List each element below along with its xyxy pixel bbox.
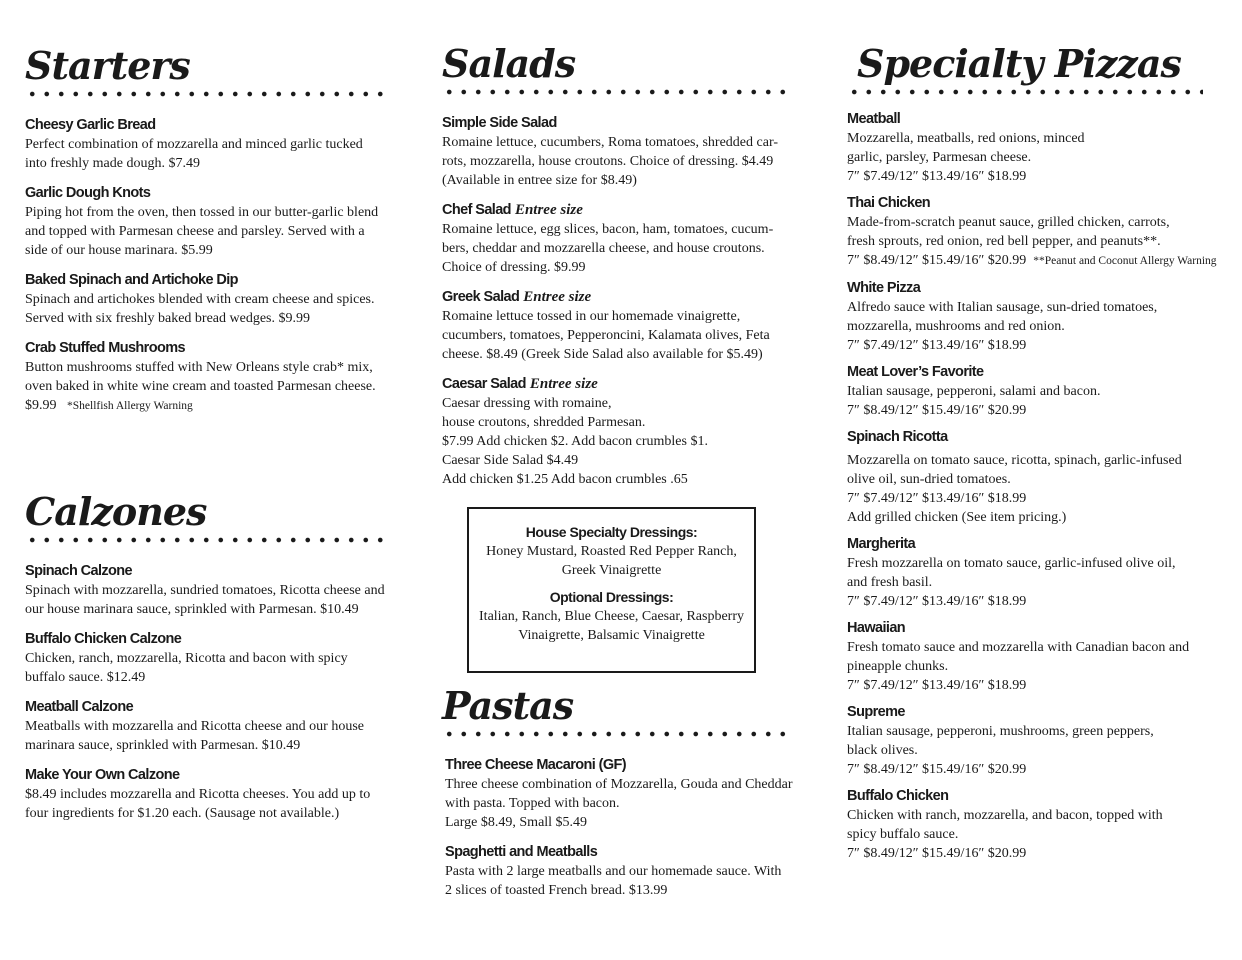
item-name: Cheesy Garlic Bread [25, 117, 156, 133]
item-description: $8.49 includes mozzarella and Ricotta cheeses. You add up to four ingredients for $1.20 each. (Sausage not available.) [25, 787, 371, 821]
item-price: 7″ $7.49/12″ $13.49/16″ $18.99 [847, 491, 1027, 506]
dotted-divider [25, 536, 385, 544]
item-description: Chicken, ranch, mozzarella, Ricotta and bacon with spicy buffalo sauce. $12.49 [25, 651, 348, 685]
salads-section [442, 42, 812, 500]
menu-item [847, 535, 1217, 611]
item-description-line: Add grilled chicken (See item pricing.) [847, 510, 1067, 525]
pastas-section [442, 684, 812, 911]
item-description-line: Fresh tomato sauce and mozzarella with Canadian bacon and [847, 640, 1190, 655]
menu-item [25, 630, 385, 687]
house-dressings-heading: House Specialty Dressings: [525, 524, 698, 540]
entree-size-tag: Entree size [514, 202, 583, 218]
item-name: Garlic Dough Knots [25, 185, 151, 201]
item-name: Spinach Ricotta [847, 429, 948, 445]
menu-item [847, 363, 1217, 420]
dotted-divider [847, 88, 1203, 96]
item-description-line: house croutons, shredded Parmesan. [442, 415, 646, 430]
item-name: Spinach Calzone [25, 563, 133, 579]
menu-item [25, 271, 385, 328]
item-description-line: Caesar dressing with romaine, [442, 396, 612, 411]
item-price: 7″ $7.49/12″ $13.49/16″ $18.99 [847, 594, 1027, 609]
item-description-line: Choice of dressing. $9.99 [442, 260, 586, 275]
item-name [442, 288, 812, 307]
item-name: Meatball Calzone [25, 699, 134, 715]
item-name: Hawaiian [847, 620, 906, 636]
item-price-text: 7″ $8.49/12″ $15.49/16″ $20.99 [847, 253, 1027, 268]
item-description-line: Add chicken $1.25 Add bacon crumbles .65 [442, 472, 688, 487]
item-description-line: 2 slices of toasted French bread. $13.99 [445, 883, 668, 898]
specialty-pizzas-section [847, 42, 1217, 863]
item-description-line: $7.99 Add chicken $2. Add bacon crumbles $1. [442, 434, 708, 449]
item-name: Buffalo Chicken [847, 788, 949, 804]
item-description-line: fresh sprouts, red onion, red bell pepper, and peanuts**. [847, 234, 1161, 249]
starters-section [25, 44, 385, 427]
item-description-line: Fresh mozzarella on tomato sauce, garlic-infused olive oil, [847, 556, 1176, 571]
item-description-line: (Available in entree size for $8.49) [442, 173, 637, 188]
item-description-line: bers, cheddar and mozzarella cheese, and house croutons. [442, 241, 765, 256]
menu-item [442, 375, 812, 489]
menu-item [847, 703, 1217, 779]
item-price: 7″ $8.49/12″ $15.49/16″ $20.99 [847, 762, 1027, 777]
item-name: Margherita [847, 536, 916, 552]
menu-item [847, 194, 1217, 271]
menu-item [25, 698, 385, 755]
item-name: Spaghetti and Meatballs [445, 844, 598, 860]
menu-item [442, 288, 812, 364]
item-name-text: Greek Salad [442, 289, 520, 305]
house-dressings-list: Honey Mustard, Roasted Red Pepper Ranch, Greek Vinaigrette [486, 544, 737, 578]
item-name-text: Simple Side Salad [442, 115, 557, 131]
dotted-divider [442, 88, 790, 96]
menu-item [847, 787, 1217, 863]
allergy-warning: **Peanut and Coconut Allergy Warning [1033, 255, 1217, 267]
calzones-title: Calzones [25, 489, 207, 534]
item-description-text: Button mushrooms stuffed with New Orleans style crab* mix, oven baked in white wine cream and toasted Parmesan cheese. $9.99 [25, 360, 376, 413]
item-name: Thai Chicken [847, 195, 931, 211]
entree-size-tag: Entree size [529, 376, 598, 392]
item-description-line: garlic, parsley, Parmesan cheese. [847, 150, 1032, 165]
item-description: Piping hot from the oven, then tossed in our butter-garlic blend and topped with Parmesan cheese and parsley. Served with a side of our house marinara. $5.99 [25, 205, 379, 258]
item-name-text: Chef Salad [442, 202, 511, 218]
item-name: Three Cheese Macaroni (GF) [445, 757, 627, 773]
calzones-section [25, 490, 385, 834]
menu-item [25, 766, 385, 823]
menu-item [442, 114, 812, 190]
menu-item [847, 428, 1217, 527]
item-description-line: Large $8.49, Small $5.49 [445, 815, 588, 830]
item-description-line: Romaine lettuce, cucumbers, Roma tomatoes, shredded car- [442, 135, 778, 150]
dressings-box [467, 507, 756, 673]
item-description: Meatballs with mozzarella and Ricotta cheese and our house marinara sauce, sprinkled with Parmesan. $10.49 [25, 719, 364, 753]
item-description-line: cheese. $8.49 (Greek Side Salad also available for $5.49) [442, 347, 763, 362]
item-description-line: Pasta with 2 large meatballs and our homemade sauce. With [445, 864, 782, 879]
item-description-line: Chicken with ranch, mozzarella, and bacon, topped with [847, 808, 1163, 823]
menu-item [25, 184, 385, 260]
salads-title: Salads [442, 41, 576, 86]
menu-item [25, 116, 385, 173]
item-description-line: Italian sausage, pepperoni, salami and bacon. [847, 384, 1101, 399]
item-price: 7″ $7.49/12″ $13.49/16″ $18.99 [847, 338, 1027, 353]
dotted-divider [25, 90, 385, 98]
menu-item [847, 619, 1217, 695]
entree-size-tag: Entree size [523, 289, 592, 305]
item-description-line: mozzarella, mushrooms and red onion. [847, 319, 1065, 334]
menu-item [847, 110, 1217, 186]
menu-item [25, 339, 385, 416]
item-name: Meatball [847, 111, 901, 127]
item-description-line: pineapple chunks. [847, 659, 949, 674]
specialty-pizzas-title: Specialty Pizzas [857, 41, 1181, 86]
dotted-divider [442, 730, 792, 738]
item-price: 7″ $8.49/12″ $15.49/16″ $20.99 [847, 403, 1027, 418]
item-name-text: Caesar Salad [442, 376, 526, 392]
item-name [442, 375, 812, 394]
item-description-line: Italian sausage, pepperoni, mushrooms, green peppers, [847, 724, 1154, 739]
item-name: Supreme [847, 704, 905, 720]
item-name: Meat Lover’s Favorite [847, 364, 984, 380]
item-price: 7″ $7.49/12″ $13.49/16″ $18.99 [847, 678, 1027, 693]
menu-item [25, 562, 385, 619]
item-description-line: Caesar Side Salad $4.49 [442, 453, 579, 468]
item-description-line: olive oil, sun-dried tomatoes. [847, 472, 1011, 487]
menu-item [847, 279, 1217, 355]
optional-dressings-heading: Optional Dressings: [549, 589, 674, 605]
item-description-line: Made-from-scratch peanut sauce, grilled chicken, carrots, [847, 215, 1170, 230]
item-name: Baked Spinach and Artichoke Dip [25, 272, 238, 288]
item-description-line: Romaine lettuce, egg slices, bacon, ham, tomatoes, cucum- [442, 222, 774, 237]
item-description-line: and fresh basil. [847, 575, 933, 590]
item-description-line: Romaine lettuce tossed in our homemade vinaigrette, [442, 309, 741, 324]
menu-item [442, 756, 812, 832]
item-description-line: Three cheese combination of Mozzarella, Gouda and Cheddar [445, 777, 793, 792]
item-price: 7″ $8.49/12″ $15.49/16″ $20.99 [847, 846, 1027, 861]
allergy-warning: *Shellfish Allergy Warning [67, 400, 193, 412]
item-description-line: cucumbers, tomatoes, Pepperoncini, Kalamata olives, Feta [442, 328, 770, 343]
item-description: Spinach and artichokes blended with cream cheese and spices. Served with six freshly baked bread wedges. $9.99 [25, 292, 375, 326]
item-name [442, 114, 812, 133]
item-description-line: rots, mozzarella, house croutons. Choice of dressing. $4.49 [442, 154, 774, 169]
menu-item [442, 843, 812, 900]
item-name: Make Your Own Calzone [25, 767, 180, 783]
starters-title: Starters [25, 43, 190, 88]
item-name: Buffalo Chicken Calzone [25, 631, 182, 647]
item-description: Spinach with mozzarella, sundried tomatoes, Ricotta cheese and our house marinara sauce, sprinkled with Parmesan. $10.49 [25, 583, 385, 617]
item-price [847, 251, 1217, 271]
item-description-line: Mozzarella, meatballs, red onions, minced [847, 131, 1085, 146]
item-description-line: spicy buffalo sauce. [847, 827, 959, 842]
item-name [442, 201, 812, 220]
pastas-title: Pastas [442, 683, 574, 728]
item-name: White Pizza [847, 280, 921, 296]
optional-dressings-list: Italian, Ranch, Blue Cheese, Caesar, Raspberry Vinaigrette, Balsamic Vinaigrette [479, 609, 744, 643]
item-description: Perfect combination of mozzarella and minced garlic tucked into freshly made dough. $7.49 [25, 137, 363, 171]
menu-item [442, 201, 812, 277]
item-name: Crab Stuffed Mushrooms [25, 340, 186, 356]
item-description-line: with pasta. Topped with bacon. [445, 796, 620, 811]
item-price: 7″ $7.49/12″ $13.49/16″ $18.99 [847, 169, 1027, 184]
item-description-line: black olives. [847, 743, 918, 758]
item-description-line: Alfredo sauce with Italian sausage, sun-dried tomatoes, [847, 300, 1158, 315]
item-description-line: Mozzarella on tomato sauce, ricotta, spinach, garlic-infused [847, 453, 1182, 468]
item-description [25, 358, 385, 416]
